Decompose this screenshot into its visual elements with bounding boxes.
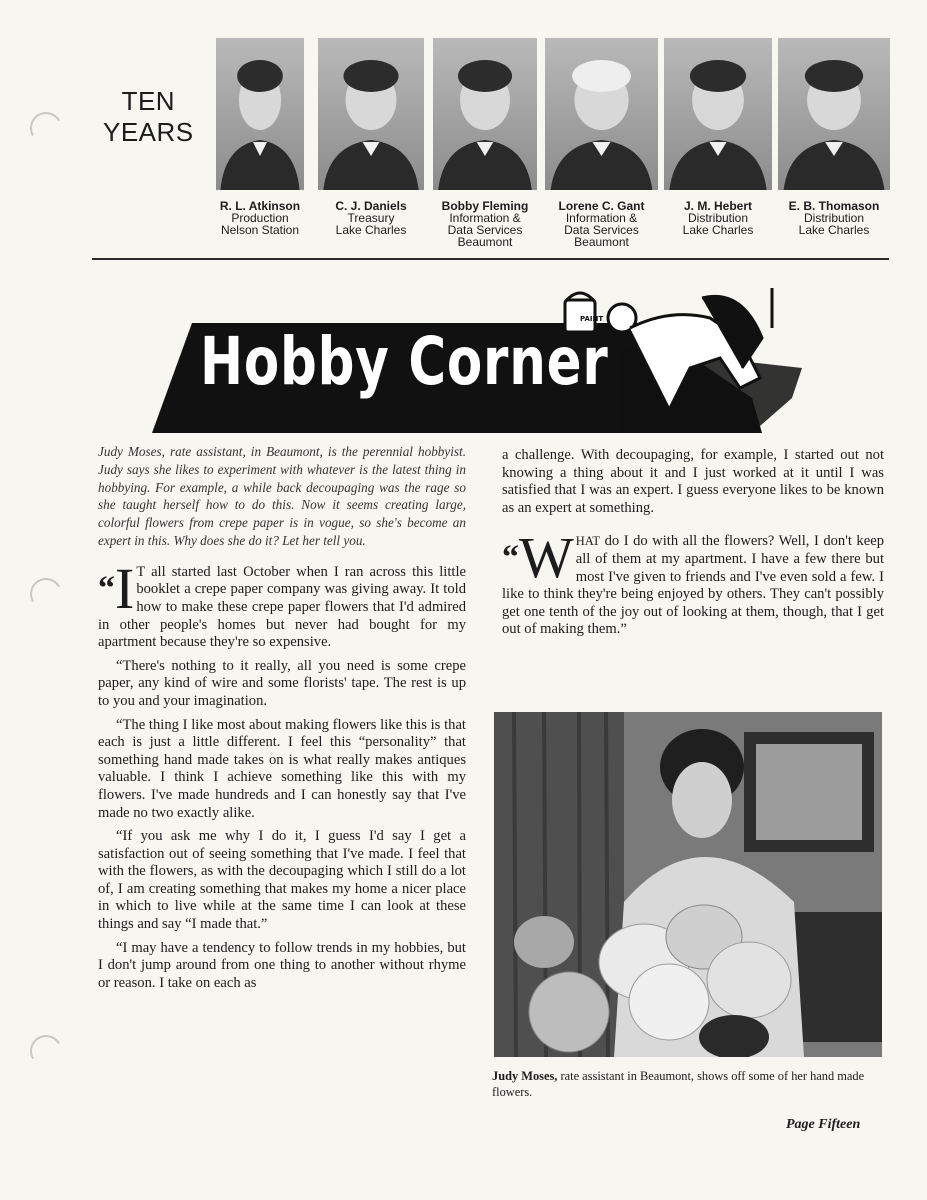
drop-cap-w: “W	[502, 525, 574, 591]
honoree-line3: Beaumont	[457, 235, 513, 249]
honoree-portrait	[778, 38, 890, 190]
honoree-card	[778, 38, 890, 236]
article-paragraph-7: “W HAT do I do with all the flowers? Well, I don't keep all of them at my apartment. I have a few there but most I've given to friends and I've even sold a few. I like to think they're being enjoyed by others. They can't possibly get one tenth of the joy out of looking at them, though, that I get out of making them.”	[502, 525, 884, 638]
judy-moses-photo	[494, 712, 882, 1057]
honoree-name: Lorene C. Gant	[558, 199, 645, 213]
honoree-card	[433, 38, 537, 248]
caption-text: rate assistant in Beaumont, shows off some of her hand made flowers.	[492, 1069, 865, 1099]
paint-can-label: PAINT	[580, 315, 604, 323]
honoree-line2: Data Services	[564, 223, 639, 237]
article-paragraph-1: “I T all started last October when I ran across this little booklet a crepe paper company was giving away. It told how to make these crepe paper flowers that I'd admired in other people's homes but never had bought for my apartment because they're so expensive.	[98, 555, 466, 651]
article-paragraph-5: “I may have a tendency to follow trends in my hobbies, but I don't jump around from one thing to another without rhyme or reason. I take on each as	[98, 939, 466, 991]
ten-years-heading	[103, 86, 194, 148]
honoree-name: Bobby Fleming	[441, 199, 529, 213]
honoree-line1: Production	[231, 211, 289, 225]
honoree-line2: Lake Charles	[335, 223, 407, 237]
binder-hole-2	[26, 574, 65, 613]
honoree-portrait	[545, 38, 658, 190]
honoree-line1: Treasury	[347, 211, 395, 225]
article-intro: Judy Moses, rate assistant, in Beaumont, is the perennial hobbyist. Judy says she likes to experiment with whatever is the latest thing in hobbying. For example, a while back decoupaging was the rage so she taught herself how to do this. Now it seems creating large, colorful flowers from crepe paper is in vogue, so she's become an expert in this. Why does she do it? Let her tell you.	[98, 444, 466, 548]
honoree-portrait	[664, 38, 772, 190]
honoree-line1: Information &	[449, 211, 521, 225]
photo-caption	[492, 1068, 884, 1100]
honoree-card	[216, 38, 304, 236]
article-paragraph-4: “If you ask me why I do it, I guess I'd say I get a satisfaction out of seeing something that I've made. I feel that with the flowers, as with the decoupaging which I still do a lot of, I am creating something that makes my home a nicer place in which to live while at the same time I can look at these things and say “I made that.”	[98, 828, 466, 933]
binder-hole-1	[26, 108, 65, 147]
article-paragraph-6: a challenge. With decoupaging, for example, I started out not knowing a thing about it and I just worked at it until I was satisfied that I was an expert. I guess everyone likes to be known as an expert at something.	[502, 447, 884, 516]
ten-years-line2: YEARS	[103, 117, 194, 147]
article-left-column	[98, 443, 466, 998]
article-paragraph-2: “There's nothing to it really, all you need is some crepe paper, any kind of wire and some florists' tape. The rest is up to you and your imagination.	[98, 657, 466, 709]
honoree-line2: Nelson Station	[220, 223, 300, 237]
honoree-line2: Lake Charles	[798, 223, 870, 237]
hobby-corner-title: Hobby Corner	[200, 323, 609, 400]
honoree-name: C. J. Daniels	[335, 199, 407, 213]
honoree-card	[545, 38, 658, 248]
honoree-portrait	[216, 38, 304, 190]
honoree-portrait	[318, 38, 424, 190]
honoree-line1: Information &	[565, 211, 638, 225]
section-divider	[92, 258, 889, 260]
honoree-name: J. M. Hebert	[683, 199, 752, 213]
page-number: Page Fifteen	[786, 1117, 861, 1132]
honoree-line1: Distribution	[803, 211, 865, 225]
binder-hole-3	[26, 1031, 65, 1070]
article-paragraph-3: “The thing I like most about making flowers like this is that each is just a little different. I feel this “personality” that something hand made takes on is what really makes antiques valuable. I think I achieve something like this with my flowers. I've made hundreds and I can honestly say that I've made no two exactly alike.	[98, 716, 466, 821]
honoree-line1: Distribution	[687, 211, 749, 225]
caption-name: Judy Moses,	[492, 1069, 558, 1083]
honoree-card	[664, 38, 772, 236]
honoree-card	[318, 38, 424, 236]
honoree-name: E. B. Thomason	[788, 199, 880, 213]
honoree-line2: Data Services	[447, 223, 523, 237]
honoree-line3: Beaumont	[574, 235, 629, 249]
ten-years-line1: TEN	[121, 86, 176, 116]
honoree-line2: Lake Charles	[682, 223, 754, 237]
honoree-name: R. L. Atkinson	[219, 199, 301, 213]
drop-cap-i: “I	[98, 555, 135, 621]
article-right-column	[502, 447, 884, 645]
honoree-portrait	[433, 38, 537, 190]
